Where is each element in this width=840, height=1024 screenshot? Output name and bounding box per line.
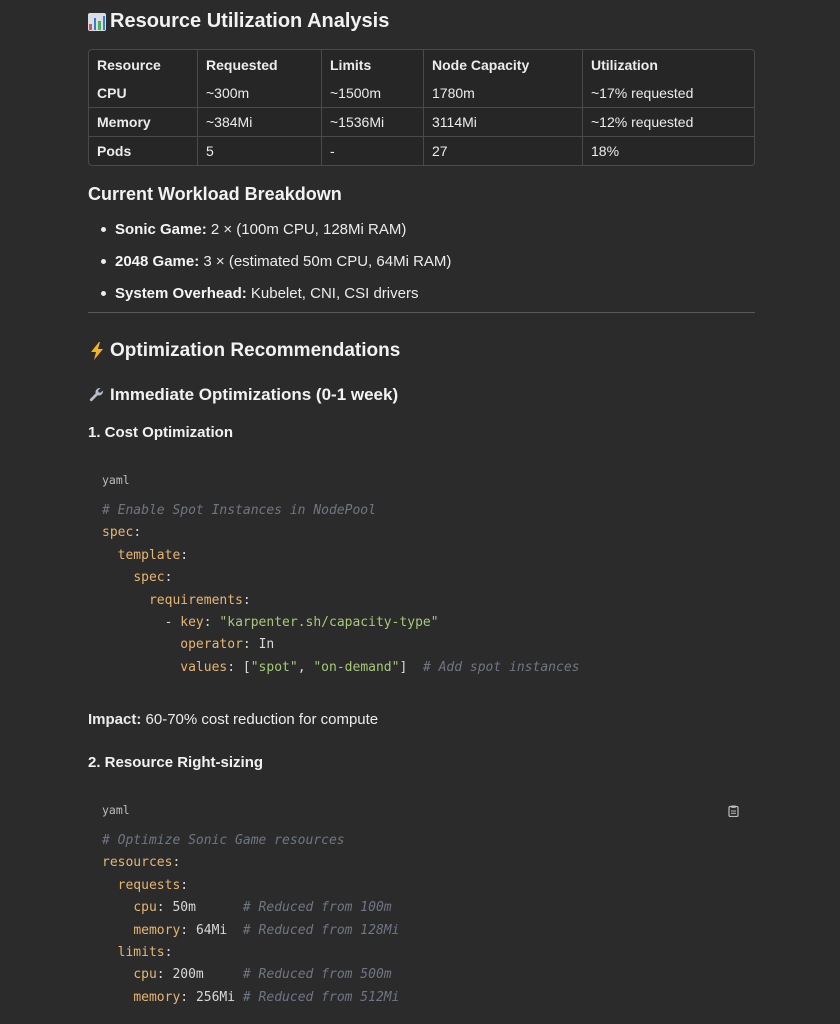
workload-list	[88, 220, 451, 316]
code-key: resources	[102, 855, 173, 871]
wrench-icon	[88, 386, 106, 404]
code-comment: # Reduced from 500m	[242, 967, 392, 983]
code-comment: # Optimize Sonic Game resources	[102, 833, 345, 848]
table-row	[89, 79, 754, 108]
rightsizing-code-block[interactable]	[88, 790, 755, 1024]
table-cell: 5	[198, 137, 322, 165]
column-header: Utilization	[591, 56, 658, 73]
utilization-table	[88, 49, 755, 166]
code-string: "karpenter.sh/capacity-type"	[219, 615, 439, 631]
code-value: In	[258, 637, 275, 653]
code-key: memory	[133, 922, 181, 938]
lightning-bolt-icon	[88, 341, 106, 361]
table-cell: 18%	[591, 143, 620, 159]
code-key: operator	[180, 637, 243, 653]
bar-chart-icon	[88, 13, 106, 31]
impact-text	[88, 711, 378, 728]
impact-value: 60-70% cost reduction for compute	[141, 711, 379, 728]
table-cell: CPU	[89, 79, 198, 108]
table-header-row	[89, 50, 754, 79]
table-cell: ~300m	[198, 79, 322, 108]
code-key: spec	[133, 570, 165, 586]
cost-optimization-heading: 1. Cost Optimization	[88, 424, 234, 441]
list-item	[115, 220, 451, 252]
table-row	[89, 137, 754, 165]
code-comment: # Reduced from 512Mi	[242, 989, 400, 1005]
code-language-label: yaml	[102, 803, 130, 817]
optimization-heading-text: Optimization Recommendations	[110, 340, 401, 361]
section-divider	[88, 312, 755, 313]
column-header: Requested	[198, 50, 322, 79]
immediate-heading-text: Immediate Optimizations (0-1 week)	[110, 385, 399, 404]
table-cell: 3114Mi	[424, 108, 583, 137]
table-cell: 1780m	[424, 79, 583, 108]
right-sizing-heading: 2. Resource Right-sizing	[88, 754, 264, 771]
code-language-label: yaml	[102, 473, 130, 487]
code-key: spec	[102, 525, 134, 541]
code-comment: # Enable Spot Instances in NodePool	[102, 503, 376, 518]
code-comment: # Add spot instances	[422, 659, 580, 675]
column-header: Node Capacity	[424, 50, 583, 79]
code-string: "on-demand"	[313, 659, 400, 675]
code-value: 256Mi	[195, 989, 236, 1005]
code-key: key	[180, 615, 204, 631]
list-item-text: 3 × (estimated 50m CPU, 64Mi RAM)	[199, 253, 452, 270]
table-cell: Memory	[89, 108, 198, 137]
code-content[interactable]: # Optimize Sonic Game resources resources: requests: cpu: 50m # Reduced from 100m memory: 64Mi # Reduced from 128Mi limits: cpu: 200m # Reduced from 500m memory: 256Mi # Reduced from 512Mi	[102, 833, 400, 1005]
code-value: 200m	[172, 967, 204, 983]
table-cell: ~1500m	[322, 79, 424, 108]
list-item-label: System Overhead:	[115, 285, 247, 302]
list-item-text: Kubelet, CNI, CSI drivers	[246, 285, 419, 302]
table-cell: ~12% requested	[583, 108, 754, 137]
table-cell: Pods	[89, 137, 198, 165]
code-key: limits	[117, 945, 165, 961]
code-key: memory	[133, 989, 181, 1005]
code-key: requirements	[148, 592, 243, 608]
code-key: requests	[117, 877, 181, 893]
workload-heading: Current Workload Breakdown	[88, 184, 342, 204]
table-cell: ~1536Mi	[322, 108, 424, 137]
table-row	[89, 108, 754, 137]
code-value: 64Mi	[195, 922, 228, 938]
list-item	[115, 252, 451, 284]
list-item-label: Sonic Game:	[115, 221, 207, 238]
code-key: template	[117, 547, 181, 563]
immediate-heading	[88, 385, 398, 405]
code-content[interactable]: # Enable Spot Instances in NodePool spec: template: spec: requirements: - key: "karpenter.sh/capacity-type" operator: In values: ["spot", "on-demand"] # Add spot instances	[102, 503, 580, 675]
cost-code-block[interactable]	[88, 460, 755, 690]
code-key: values	[180, 659, 228, 675]
clipboard-icon[interactable]	[728, 805, 739, 817]
code-comment: # Reduced from 100m	[242, 900, 392, 916]
impact-label: Impact:	[88, 711, 142, 728]
code-key: cpu	[133, 900, 157, 916]
table-cell: -	[322, 137, 424, 165]
code-key: cpu	[133, 967, 157, 983]
code-string: "spot"	[250, 659, 298, 675]
column-header: Limits	[322, 50, 424, 79]
code-value: 50m	[172, 900, 196, 916]
column-header: Resource	[89, 50, 198, 79]
page-title	[88, 10, 389, 33]
table-cell: ~17% requested	[583, 79, 754, 108]
list-item-text: 2 × (100m CPU, 128Mi RAM)	[206, 221, 407, 238]
list-item-label: 2048 Game:	[115, 253, 200, 270]
table-cell: ~384Mi	[198, 108, 322, 137]
page-title-text: Resource Utilization Analysis	[110, 10, 390, 32]
code-comment: # Reduced from 128Mi	[242, 922, 400, 938]
table-cell: 27	[424, 137, 583, 165]
optimization-heading	[88, 340, 400, 362]
